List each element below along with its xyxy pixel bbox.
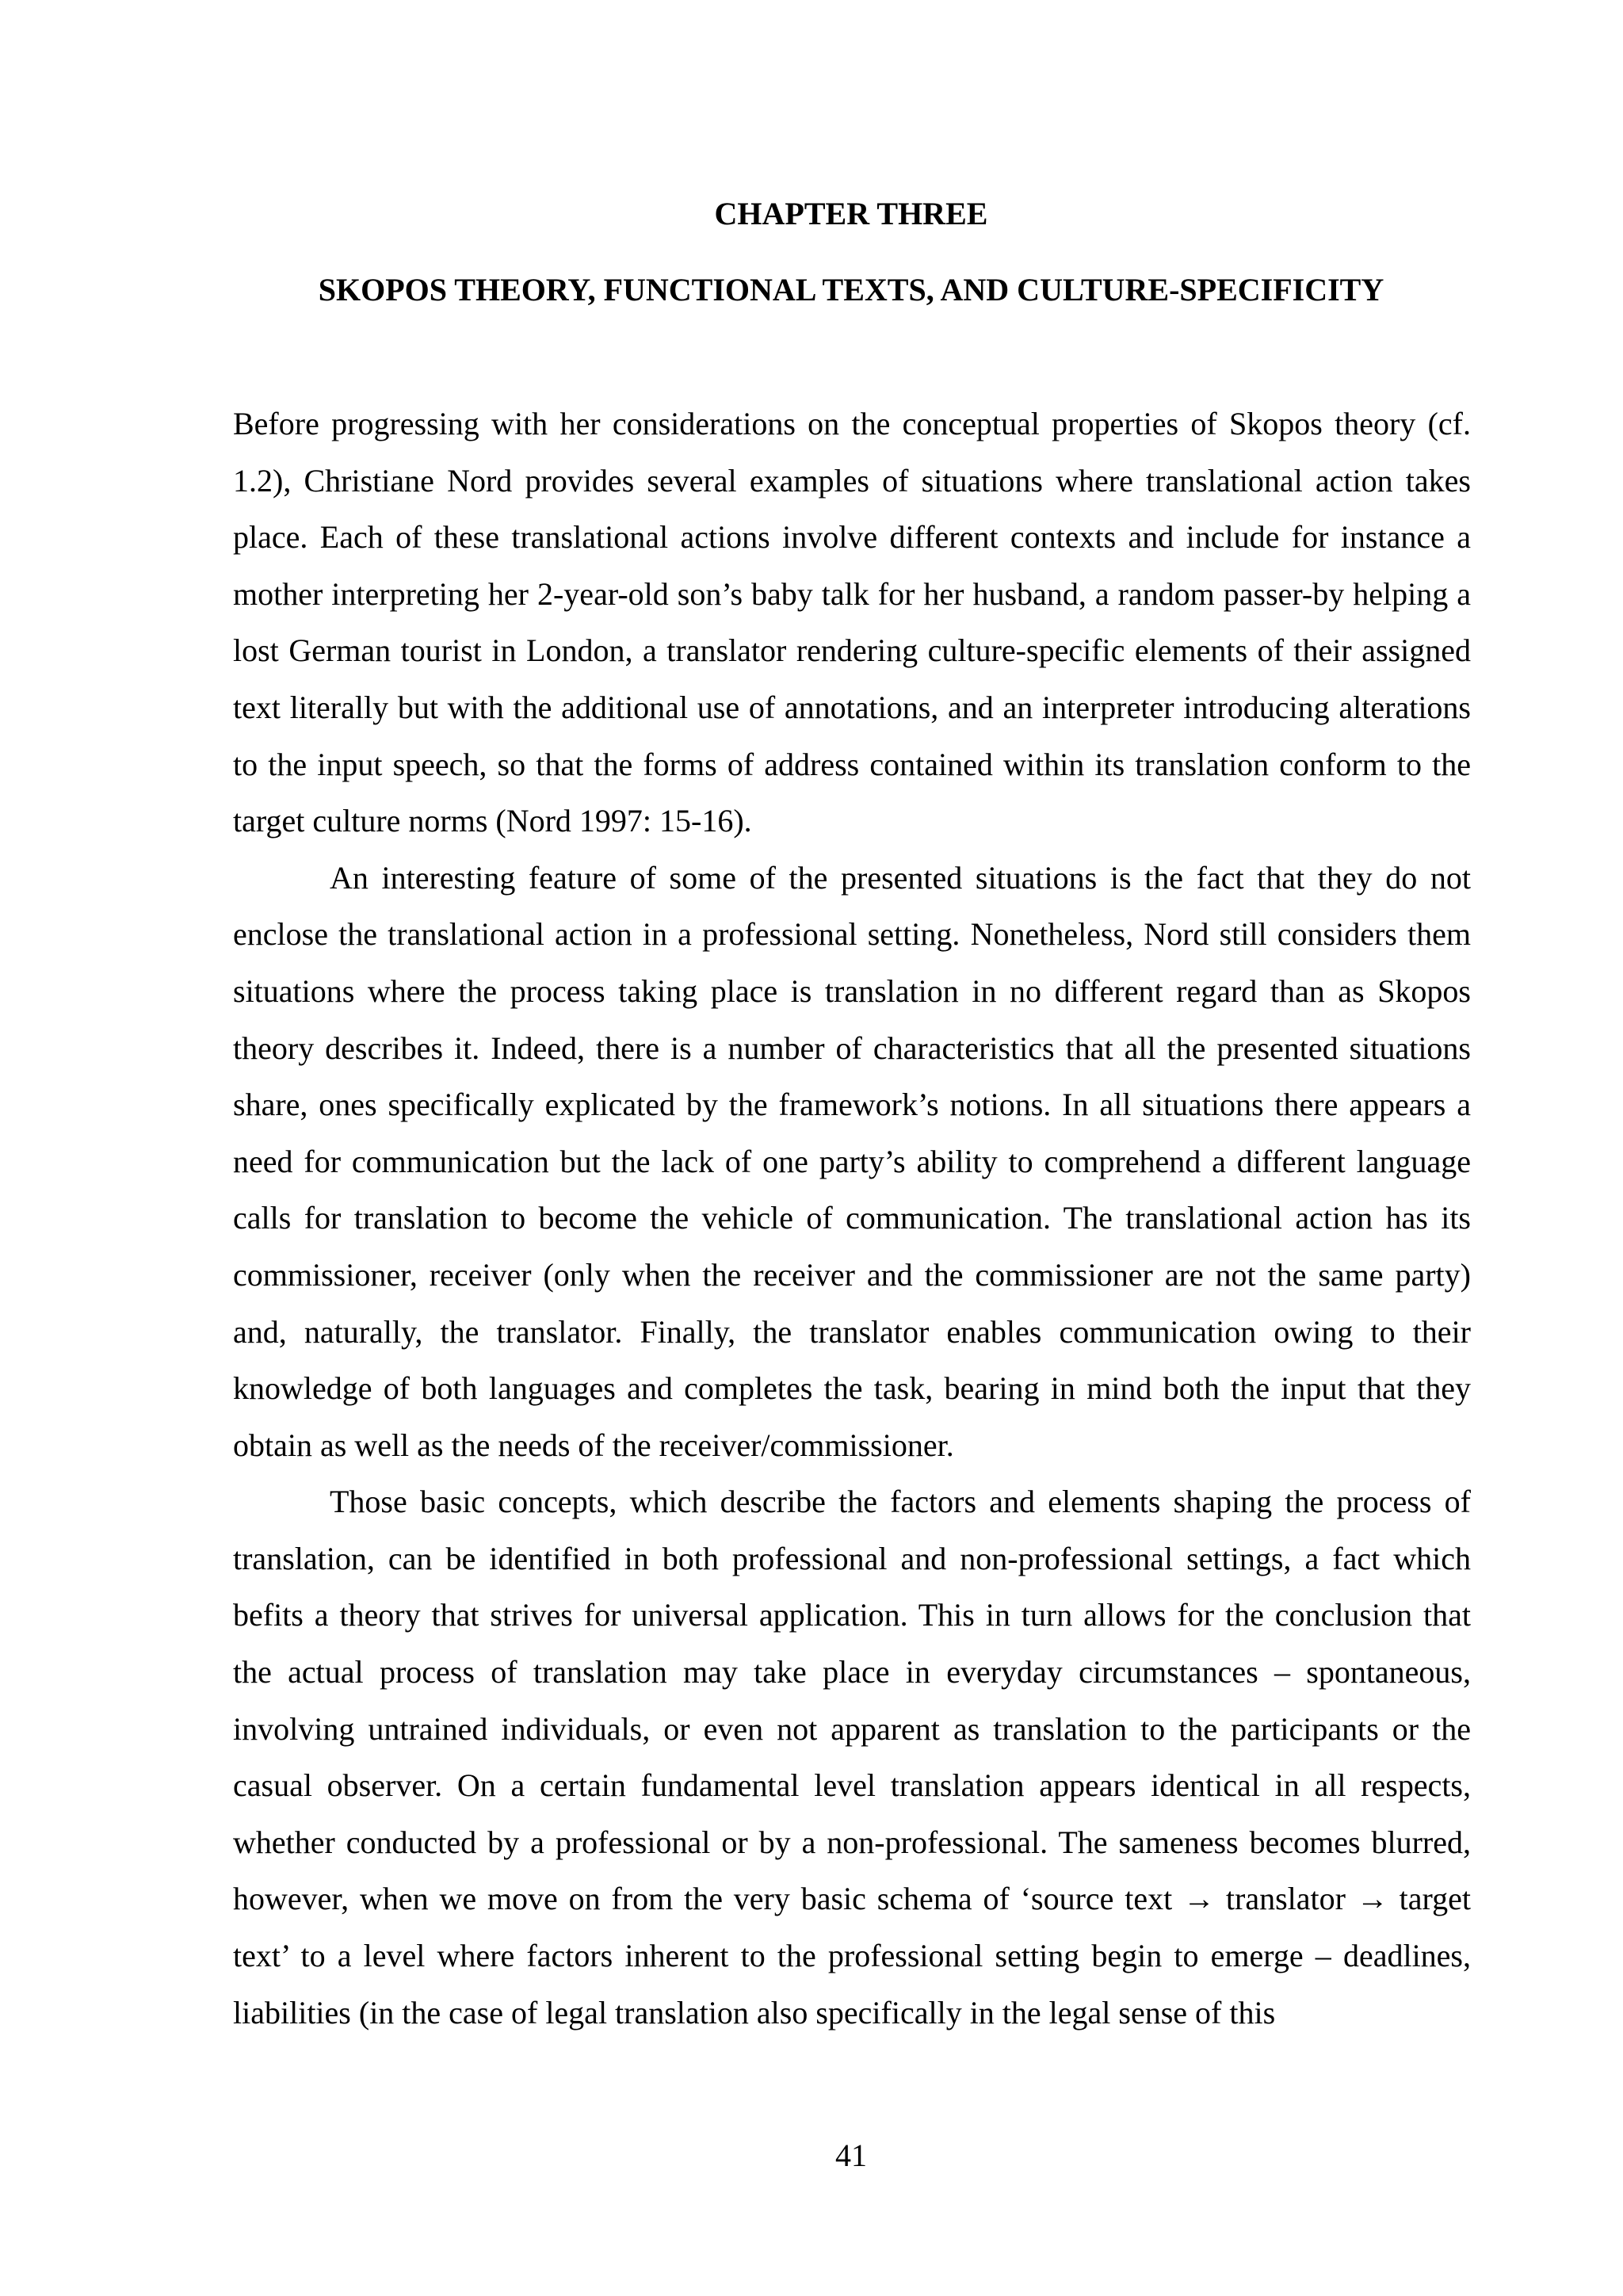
paragraph-3: Those basic concepts, which describe the factors and elements shaping the process of translation, can be identified in both professional and non-professional settings, a fact which befits a theory that strives for universal application. This in turn allows for the conclusion that the actual process of translation may take place in everyday circumstances – spontaneous, involving untrained individuals, or even not apparent as translation to the participants or the casual observer. On a certain fundamental level translation appears identical in all respects, whether conducted by a professional or by a non-professional. The sameness becomes blurred, however, when we move on from the very basic schema of ‘source text → translator → target text’ to a level where factors inherent to the professional setting begin to emerge – deadlines, liabilities (in the case of legal translation also specifically in the legal sense of this: [233, 1484, 1471, 2030]
chapter-title: SKOPOS THEORY, FUNCTIONAL TEXTS, AND CULTURE-SPECIFICITY: [318, 272, 1384, 308]
paragraph-1: Before progressing with her considerations on the conceptual properties of Skopos theory (cf. 1.2), Christiane Nord provides several examples of situations where translational action takes place. Each of these translational actions involve different contexts and include for instance a mother interpreting her 2-year-old son’s baby talk for her husband, a random passer-by helping a lost German tourist in London, a translator rendering culture-specific elements of their assigned text literally but with the additional use of annotations, and an interpreter introducing alterations to the input speech, so that the forms of address contained within its translation conform to the target culture norms (Nord 1997: 15-16).: [233, 406, 1471, 839]
page-number: 41: [835, 2137, 867, 2173]
chapter-label: CHAPTER THREE: [714, 196, 988, 231]
body-text: [233, 395, 1471, 2041]
paragraph-2: An interesting feature of some of the presented situations is the fact that they do not enclose the translational action in a professional setting. Nonetheless, Nord still considers them situations where the process taking place is translation in no different regard than as Skopos theory describes it. Indeed, there is a number of characteristics that all the presented situations share, ones specifically explicated by the framework’s notions. In all situations there appears a need for communication but the lack of one party’s ability to comprehend a different language calls for translation to become the vehicle of communication. The translational action has its commissioner, receiver (only when the receiver and the commissioner are not the same party) and, naturally, the translator. Finally, the translator enables communication owing to their knowledge of both languages and completes the task, bearing in mind both the input that they obtain as well as the needs of the receiver/commissioner.: [233, 859, 1471, 1463]
